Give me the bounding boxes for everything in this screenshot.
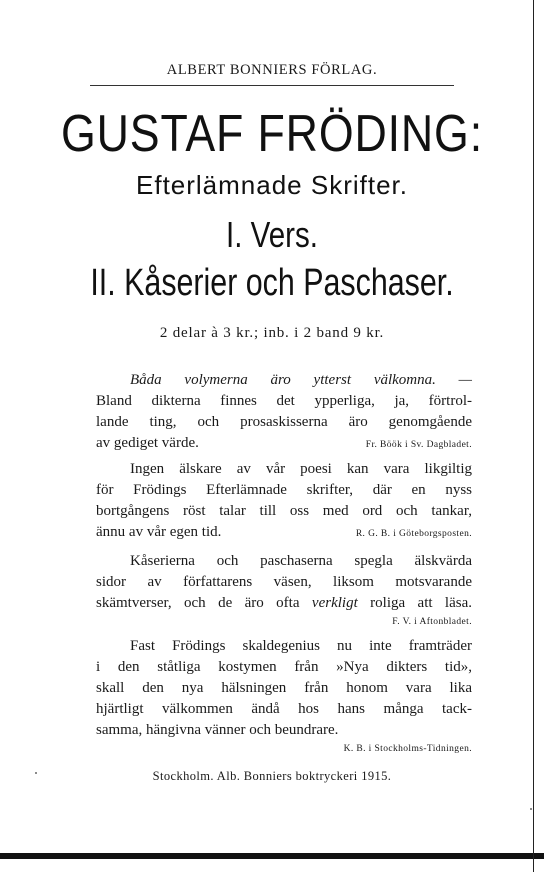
review-source: K. B. i Stockholms-Tidningen. (343, 744, 472, 754)
review-paragraph (96, 551, 472, 630)
review-line: Bland dikterna finnes det ypperliga, ja, förtrol- (96, 393, 472, 409)
publisher-heading: ALBERT BONNIERS FÖRLAG. (166, 62, 378, 78)
review-line: för Frödings Efterlämnade skrifter, där en nyss (96, 482, 472, 498)
review-line: ännu av vår egen tid. R. G. B. i Göteborgsposten. (96, 522, 472, 543)
review-line: skall den nya hälsningen från honom vara lika (96, 680, 472, 696)
review-quote-italic: Båda volymerna äro ytterst välkomna. — (130, 372, 472, 388)
review-source: R. G. B. i Göteborgsposten. (355, 529, 472, 539)
price-line: 2 delar à 3 kr.; inb. i 2 band 9 kr. (159, 325, 385, 341)
review-emphasis: verkligt (311, 595, 358, 611)
review-line: Kåserierna och paschaserna spegla älskvärda (130, 553, 472, 569)
review-source: Fr. Böök i Sv. Dagbladet. (365, 440, 472, 450)
scan-right-edge (533, 0, 534, 872)
scan-speck (35, 772, 37, 774)
review-line: samma, hängivna vänner och beundrare. (96, 722, 339, 738)
review-paragraph (96, 370, 472, 456)
book-subtitle: Efterlämnade Skrifter. (136, 170, 408, 200)
review-line: Ingen älskare av vår poesi kan vara likgiltig (130, 461, 472, 477)
review-line: skämtverser, och de äro ofta verkligt roliga att läsa. (96, 595, 473, 611)
review-line: av gediget värde. Fr. Böök i Sv. Dagbladet. (96, 433, 472, 454)
review-line: bortgångens röst talar till oss med ord och tankar, (96, 503, 472, 519)
review-line: lande ting, och prosaskisserna äro genomgående (96, 414, 472, 430)
review-line: Fast Frödings skaldegenius nu inte framträder (130, 638, 472, 654)
header-divider (90, 85, 454, 86)
scan-bottom-edge (0, 853, 544, 859)
review-line: sidor av författarens väsen, liksom motsvarande (96, 574, 472, 590)
volume-one-title: I. Vers. (226, 214, 318, 255)
author-title: GUSTAF FRÖDING: (60, 105, 483, 163)
review-line: hjärtligt välkommen ändå hos hans många tack- (96, 701, 472, 717)
volume-two-title: II. Kåserier och Paschaser. (90, 262, 454, 304)
printer-imprint: Stockholm. Alb. Bonniers boktryckeri 1915. (152, 769, 392, 783)
review-paragraph (96, 459, 472, 545)
review-source: F. V. i Aftonbladet. (392, 617, 472, 627)
review-line (96, 370, 472, 391)
review-line: i den ståtliga kostymen från »Nya dikters tid», (96, 659, 472, 675)
review-paragraph (96, 636, 472, 757)
scan-speck (530, 808, 532, 810)
